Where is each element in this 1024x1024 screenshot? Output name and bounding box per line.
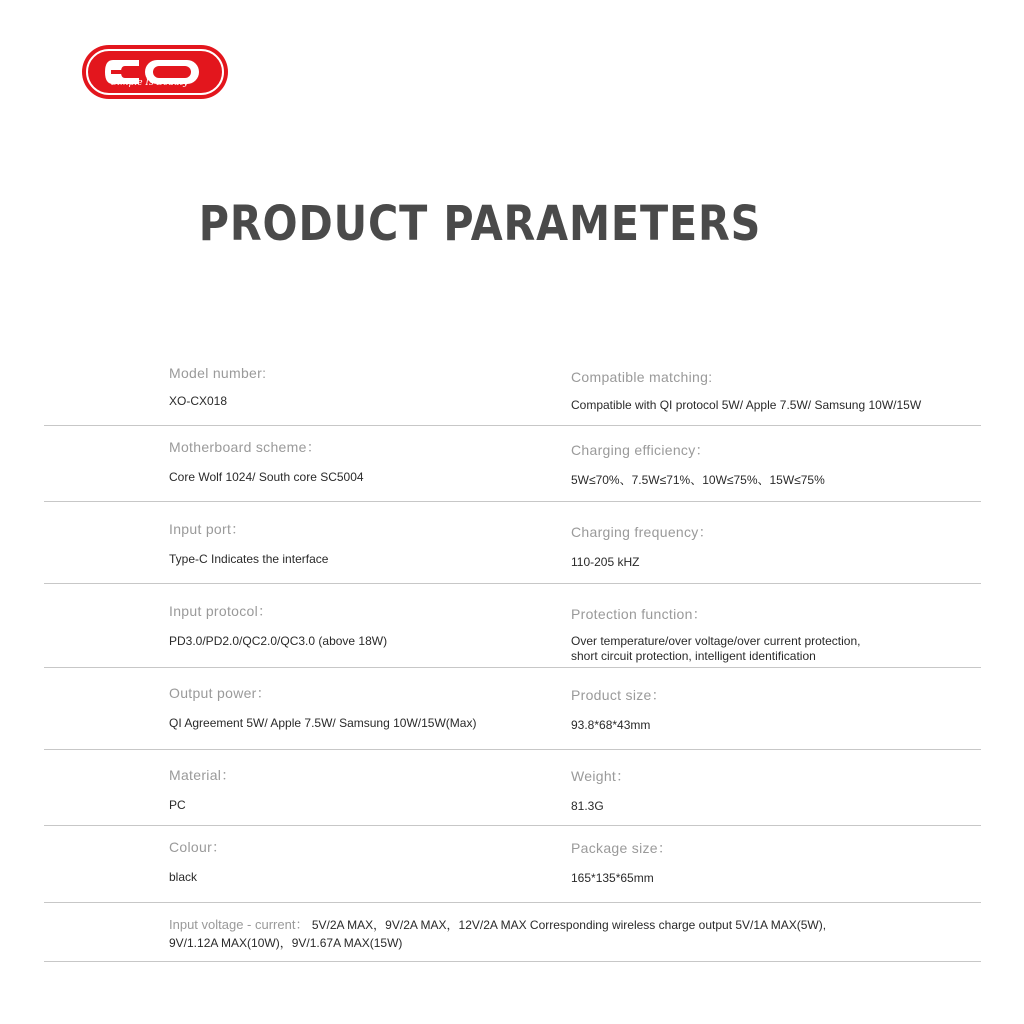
brand-tagline: Simple Is Beauty bbox=[111, 78, 189, 88]
parameter-label: Motherboard scheme： bbox=[169, 439, 321, 455]
parameter-label: Charging frequency： bbox=[571, 524, 713, 540]
parameter-label: Protection function： bbox=[571, 606, 707, 622]
parameter-cell bbox=[571, 369, 921, 413]
parameter-value: Compatible with QI protocol 5W/ Apple 7.5W/ Samsung 10W/15W bbox=[571, 398, 922, 412]
parameter-value: black bbox=[169, 870, 198, 884]
parameter-label: Package size： bbox=[571, 840, 673, 856]
parameter-label: Output power： bbox=[169, 685, 271, 701]
parameter-cell bbox=[571, 685, 666, 733]
parameters-table bbox=[44, 351, 981, 962]
parameter-label: Input protocol： bbox=[169, 603, 273, 619]
parameter-row bbox=[44, 584, 981, 668]
parameter-cell bbox=[169, 683, 476, 731]
parameter-cell bbox=[571, 522, 713, 570]
parameter-cell bbox=[169, 519, 328, 567]
parameter-cell bbox=[571, 766, 630, 814]
parameter-value: 110-205 kHZ bbox=[571, 555, 640, 569]
parameter-row bbox=[44, 351, 981, 426]
parameter-value: 93.8*68*43mm bbox=[571, 718, 651, 732]
parameter-row bbox=[44, 426, 981, 502]
parameter-row bbox=[44, 502, 981, 584]
xo-logo bbox=[81, 44, 229, 100]
parameter-label: Product size： bbox=[571, 687, 666, 703]
page-title: PRODUCT PARAMETERS bbox=[198, 196, 762, 252]
parameter-cell bbox=[571, 440, 825, 488]
parameter-label: Charging efficiency： bbox=[571, 442, 710, 458]
input-voltage-text bbox=[169, 916, 981, 952]
parameter-value: 81.3G bbox=[571, 799, 604, 813]
parameter-value-line: Over temperature/over voltage/over current protection, bbox=[571, 634, 861, 648]
parameter-value: 165*135*65mm bbox=[571, 871, 654, 885]
parameter-value bbox=[571, 634, 860, 664]
parameter-value: PD3.0/PD2.0/QC2.0/QC3.0 (above 18W) bbox=[169, 634, 388, 648]
parameter-label: Model number: bbox=[169, 365, 267, 381]
parameter-value: Type-C Indicates the interface bbox=[169, 552, 329, 566]
input-voltage-line1: 5V/2A MAX，9V/2A MAX，12V/2A MAX Corresponding wireless charge output 5V/1A MAX(5W), bbox=[311, 918, 827, 932]
input-voltage-line2: 9V/1.12A MAX(10W)，9V/1.67A MAX(15W) bbox=[169, 936, 403, 950]
parameter-cell bbox=[169, 837, 226, 885]
parameter-cell bbox=[169, 765, 236, 813]
parameter-value: XO-CX018 bbox=[169, 394, 228, 408]
parameter-row bbox=[44, 826, 981, 903]
parameter-label: Input port： bbox=[169, 521, 246, 537]
parameter-label: Material： bbox=[169, 767, 236, 783]
parameter-cell bbox=[169, 365, 266, 409]
parameter-row bbox=[44, 750, 981, 826]
input-voltage-row bbox=[44, 903, 981, 962]
parameter-cell bbox=[169, 437, 364, 485]
input-voltage-cell bbox=[169, 916, 981, 952]
parameter-value: QI Agreement 5W/ Apple 7.5W/ Samsung 10W/15W(Max) bbox=[169, 716, 477, 730]
parameter-value: PC bbox=[169, 798, 186, 812]
parameter-label: Compatible matching: bbox=[571, 369, 713, 385]
parameter-row bbox=[44, 668, 981, 750]
input-voltage-label: Input voltage - current： bbox=[169, 917, 309, 932]
parameter-cell bbox=[571, 604, 860, 664]
parameter-cell bbox=[169, 601, 387, 649]
parameter-label: Weight： bbox=[571, 768, 631, 784]
parameter-cell bbox=[571, 838, 672, 886]
parameter-value: 5W≤70%、7.5W≤71%、10W≤75%、15W≤75% bbox=[571, 473, 825, 487]
parameter-value: Core Wolf 1024/ South core SC5004 bbox=[169, 470, 364, 484]
parameter-label: Colour： bbox=[169, 839, 227, 855]
parameter-value-line: short circuit protection, intelligent identification bbox=[571, 649, 816, 663]
